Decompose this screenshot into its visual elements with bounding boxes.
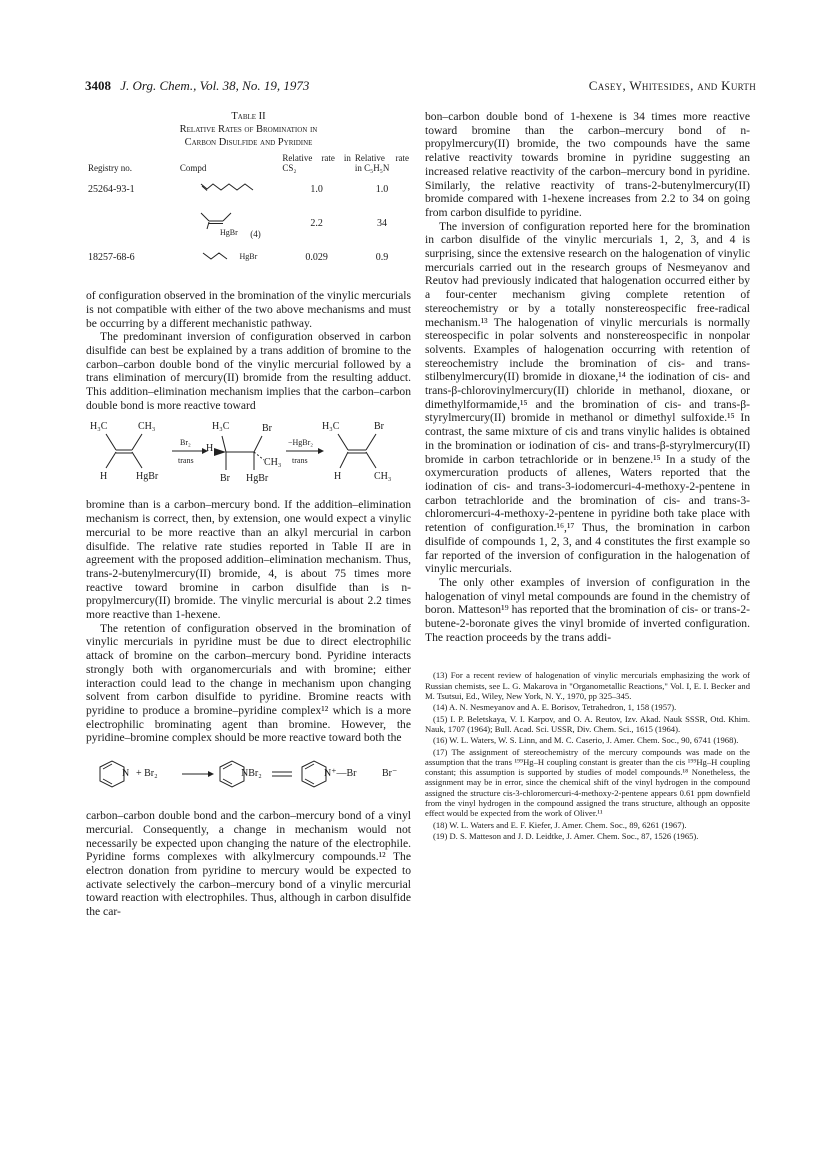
footnote: (18) W. L. Waters and E. F. Kiefer, J. Amer. Chem. Soc., 89, 6261 (1967).	[433, 819, 687, 830]
compound-number: (4)	[250, 228, 261, 239]
running-header	[85, 78, 756, 96]
bromination-scheme	[86, 420, 411, 492]
compound-structure	[178, 204, 281, 245]
label-n-plus-br: N⁺—Br	[324, 768, 357, 780]
arrow-condition: trans	[292, 456, 308, 466]
label-hgbr: HgBr	[246, 473, 269, 485]
registry-cell: 25264-93-1	[88, 183, 135, 195]
label-plus-br2: + Br₂	[136, 768, 158, 780]
label-ch3: CH₃	[264, 457, 282, 469]
label-ch3: CH₃	[138, 421, 156, 433]
arrow-reagent: Br₂	[180, 438, 191, 448]
arrow-reagent: −HgBr₂	[288, 438, 314, 448]
label-h3c: H₃C	[90, 421, 108, 433]
table-caption-line2: Carbon Disulfide and Pyridine	[184, 137, 313, 148]
label-nbr2: NBr₂	[241, 768, 262, 780]
footnote: (14) A. N. Nesmeyanov and A. E. Borisov, Tetrahedron, 1, 158 (1957).	[433, 702, 677, 713]
table-title: Table II	[231, 111, 266, 122]
rate-pyridine-cell: 0.9	[375, 251, 389, 263]
paragraph: carbon–carbon double bond and the carbon–mercury bond of a vinyl mercurial. Consequently, a change in mechanism would not necessarily be expected upon changing the nature of the electrophile. Pyridine forms complexes with alkylmercury compounds.¹² The electron donation from pyridine to mercury would be expected to activate selectively the carbon–mercury bond of a vinylic mercurial toward reaction with electrophiles. Thus, although in carbon disulfide the car-	[86, 809, 411, 919]
label-h: H	[206, 443, 214, 455]
page-number: 3408	[85, 78, 111, 93]
paragraph: bromine than is a carbon–mercury bond. If the addition–elimination mechanism is correct, then, by extension, one would expect a vinylic mercurial to be more reactive than an alkyl mercurial in carbon disulfide. The relative rate studies reported in Table II are in agreement with the proposed addition–elimination mechanism. Thus, trans-2-butenylmercury(II) bromide, 4, is about 75 times more reactive toward bromine in carbon disulfide than is n-propylmercury(II) bromide. The vinylic mercurial is about 2.2 times more reactive than 1-hexene.	[86, 498, 411, 622]
hgbr-label: HgBr	[219, 227, 238, 237]
left-column	[86, 110, 411, 919]
footnote: (13) For a recent review of halogenation of vinylic mercurials emphasizing the work of Russian chemists, see L. G. Makarova in "Organometallic Reactions," Vol. I, E. I. Becker and M. Tsutsui, Ed., Wiley, New York, N. Y., 1970, pp 325–345.	[425, 670, 750, 702]
footnotes	[425, 670, 750, 841]
footnote: (19) D. S. Matteson and J. D. Leidtke, J. Amer. Chem. Soc., 87, 1526 (1965).	[433, 830, 699, 841]
label-ch3: CH₃	[374, 471, 392, 483]
footnote: (16) W. L. Waters, W. S. Linn, and M. C. Caserio, J. Amer. Chem. Soc., 90, 6741 (1968).	[433, 735, 739, 746]
label-hgbr: HgBr	[136, 471, 159, 483]
rate-cs2-cell: 0.029	[305, 251, 328, 263]
compound-structure	[178, 244, 281, 271]
paragraph: of configuration observed in the bromination of the vinylic mercurials is not compatible with either of the two above mechanisms and must be occurring by a different mechanistic pathway.	[86, 289, 411, 330]
table-caption-line1: Relative Rates of Bromination in	[179, 124, 318, 135]
paragraph: The only other examples of inversion of configuration in the halogenation of vinyl metal compounds are found in the chemistry of boron. Matteson¹⁹ has reported that the bromination of cis- or trans-2-butene-2-boronate gives the vinyl bromide of inverted configuration. The reaction proceeds by the trans addi-	[425, 575, 750, 644]
registry-cell	[86, 204, 178, 245]
registry-cell: 18257-68-6	[88, 251, 135, 263]
paragraph: The predominant inversion of configuration observed in carbon disulfide can best be explained by a trans addition of bromine to the carbon–carbon double bond of the vinylic mercurial followed by a trans elimination of mercury(II) bromide from the resulting adduct. This addition–elimination mechanism implies that the carbon–carbon double bond is more reactive toward	[86, 330, 411, 412]
col-header-registry: Registry no.	[88, 163, 132, 173]
author-line: Casey, Whitesides, and Kurth	[588, 78, 756, 93]
footnote: (17) The assignment of stereochemistry of the mercury compounds was made on the assumption that the trans ¹⁹⁹Hg–H coupling constant is greater than the cis ¹⁹⁹Hg–H coupling constant; this assumption is supported by studies of model compounds.¹⁸ Nonetheless, the assignment may be in error, since the chemical shift of the vinyl hydrogen in the compound assigned the structure cis-3-chloromercuri-4-methoxy-2-pentene appears 0.61 ppm downfield from the vinyl hydrogen in the compound assigned the trans structure, although an opposite effect would be expected from the work of Oliver.¹¹	[425, 746, 750, 819]
paragraph: The retention of configuration observed in the bromination of vinylic mercurials in pyridine must be due to direct electrophilic attack of bromine on the carbon–mercury bond. Pyridine interacts strongly both with organomercurials and with bromine; either interaction could lead to the change in mechanism upon changing solvent from carbon disulfide to pyridine. Bromine reacts with pyridine to produce a bromine–pyridine complex¹² which is a more electrophilic brominating agent than bromine. However, the pyridine–bromine complex should be more reactive toward both the	[86, 621, 411, 745]
rate-cs2-cell: 1.0	[310, 183, 323, 195]
journal-citation: J. Org. Chem., Vol. 38, No. 19, 1973	[120, 78, 310, 93]
footnote: (15) I. P. Beletskaya, V. I. Karpov, and O. A. Reutov, Izv. Akad. Nauk SSSR, Otd. Khim. Nauk, 1707 (1964); Bull. Acad. Sci. USSR, Div. Chem. Sci., 1615 (1964).	[425, 713, 750, 734]
label-h: H	[334, 471, 342, 483]
compound-structure	[178, 175, 281, 204]
col-header-cs2: Relative rate in CS₂	[282, 153, 351, 173]
label-h3c: H₃C	[212, 421, 230, 433]
col-header-pyridine: Relative rate in C₅H₅N	[354, 153, 409, 173]
hgbr-label: HgBr	[239, 252, 258, 262]
table-row	[86, 175, 411, 204]
label-h3c: H₃C	[322, 421, 340, 433]
rate-pyridine-cell: 1.0	[375, 183, 389, 195]
hexene-structure	[199, 178, 259, 196]
rate-pyridine-cell: 34	[376, 218, 387, 230]
propylmercury-structure	[201, 247, 237, 263]
paragraph: The inversion of configuration reported here for the bromination in carbon disulfide of the vinylic mercurials 1, 2, 3, and 4 is surprising, since the extensive research on the halogenation of vinylic mercurials carried out in the research groups of Nesmeyanov and Reutov had previously indicated that halogenation occurred either by a four-center mechanism giving complete retention of stereochemistry or by a totally nonstereospecific free-radical mechanism.¹³ The halogenation of vinylic mercurials is normally stereospecific in polar solvents and nonstereospecific in nonpolar solvents. Examples of halogenation occurring with retention of stereochemistry include the bromination of cis- and trans-stilbenylmercury(II) bromide in dioxane,¹⁴ the iodination of cis- and trans-β-chlorovinylmercury(II) chloride in methanol, dioxane, or dimethylformamide,¹⁵ and the bromination of cis- and trans-β-styrylmercury(II) bromide in methanol or dimethyl sulfoxide.¹⁵ In contrast, the same mixture of cis and trans vinylic halides is obtained in the bromination or iodination of cis- and trans-β-styrylmercury(II) bromide in carbon tetrachloride or in benzene.¹⁵ In a study of the oxymercuration products of allenes, Waters reported that the iodination of cis- and trans-3-iodomercuri-4-methoxy-2-pentene in carbon tetrachloride and the bromination of cis- and trans-3-chloromercuri-4-methoxy-2-pentene in pyridine both take place with retention of configuration.¹⁶,¹⁷ Thus, the bromination in carbon disulfide of compounds 1, 2, 3, and 4 constitutes the first example so far reported of the inversion of configuration in the halogenation of vinylic mercurials.	[425, 219, 750, 576]
label-br: Br	[374, 421, 384, 433]
table-row	[86, 204, 411, 245]
table-2	[86, 110, 411, 271]
pyridine-bromine-scheme	[86, 757, 411, 799]
label-br: Br	[262, 423, 272, 435]
label-br: Br	[220, 473, 230, 485]
table-row	[86, 244, 411, 271]
label-br-minus: Br⁻	[382, 768, 398, 780]
rates-table	[86, 153, 411, 271]
label-h: H	[100, 471, 108, 483]
label-n: N	[122, 768, 130, 780]
arrow-condition: trans	[178, 456, 194, 466]
col-header-compd: Compd	[179, 163, 207, 173]
paragraph: bon–carbon double bond of 1-hexene is 34 times more reactive toward bromine than the carbon–mercury bond of n-propylmercury(II) bromide, the two compounds have the same relative reactivity towards bromine in pyridine suggesting an increased relative reactivity of the carbon–mercury bond in pyridine. Similarly, the relative reactivity of trans-2-butenylmercury(II) bromide compared with 1-hexene increases from 2.2 to 34 on going from carbon disulfide to pyridine.	[425, 110, 750, 219]
right-column	[425, 110, 750, 842]
rate-cs2-cell: 2.2	[310, 218, 323, 230]
